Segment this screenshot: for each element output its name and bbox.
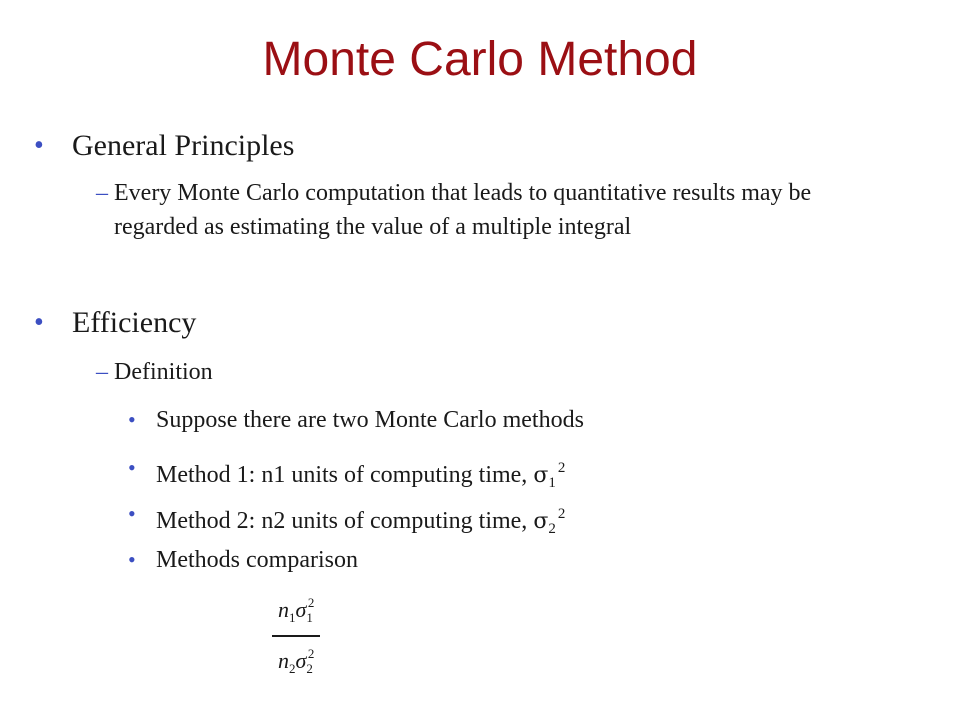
sigma-subscript: 2: [548, 521, 556, 537]
sub-bullet-icon: •: [128, 501, 136, 526]
sigma-superscript: 2: [557, 506, 566, 522]
sigma-superscript: 2: [557, 460, 566, 476]
definition-label: Definition: [114, 359, 213, 385]
sigma-symbol: σ: [533, 463, 549, 488]
list-item: [156, 497, 565, 546]
slide-title: Monte Carlo Method: [262, 33, 698, 86]
list-item-text: Method 2: n2 units of computing time,: [156, 508, 534, 534]
formula-numerator: $n_1\sigma_1^2$: [278, 595, 315, 625]
general-principles-text: Every Monte Carlo computation that leads to quantitative results may be regarded as estimating the value of a multiple integral: [114, 180, 812, 240]
sub-bullet-icon: •: [128, 547, 136, 572]
sigma-subscript: 1: [548, 475, 556, 491]
bullet-icon: •: [34, 307, 44, 338]
sigma-symbol: σ: [533, 509, 549, 534]
heading-efficiency: Efficiency: [72, 306, 197, 339]
list-item: [156, 451, 565, 500]
list-item-text: Method 1: n1 units of computing time,: [156, 462, 534, 488]
dash-icon: –: [96, 359, 108, 385]
sub-bullet-icon: •: [128, 407, 136, 432]
fraction-bar: [272, 635, 320, 637]
dash-icon: –: [96, 180, 108, 206]
list-item: Methods comparison: [156, 547, 358, 573]
efficiency-ratio-formula: [272, 588, 320, 684]
bullet-icon: •: [34, 130, 44, 161]
sub-bullet-icon: •: [128, 455, 136, 480]
list-item: Suppose there are two Monte Carlo methods: [156, 407, 584, 433]
formula-denominator: $n_2\sigma_2^2$: [278, 645, 315, 676]
heading-general-principles: General Principles: [72, 129, 295, 162]
